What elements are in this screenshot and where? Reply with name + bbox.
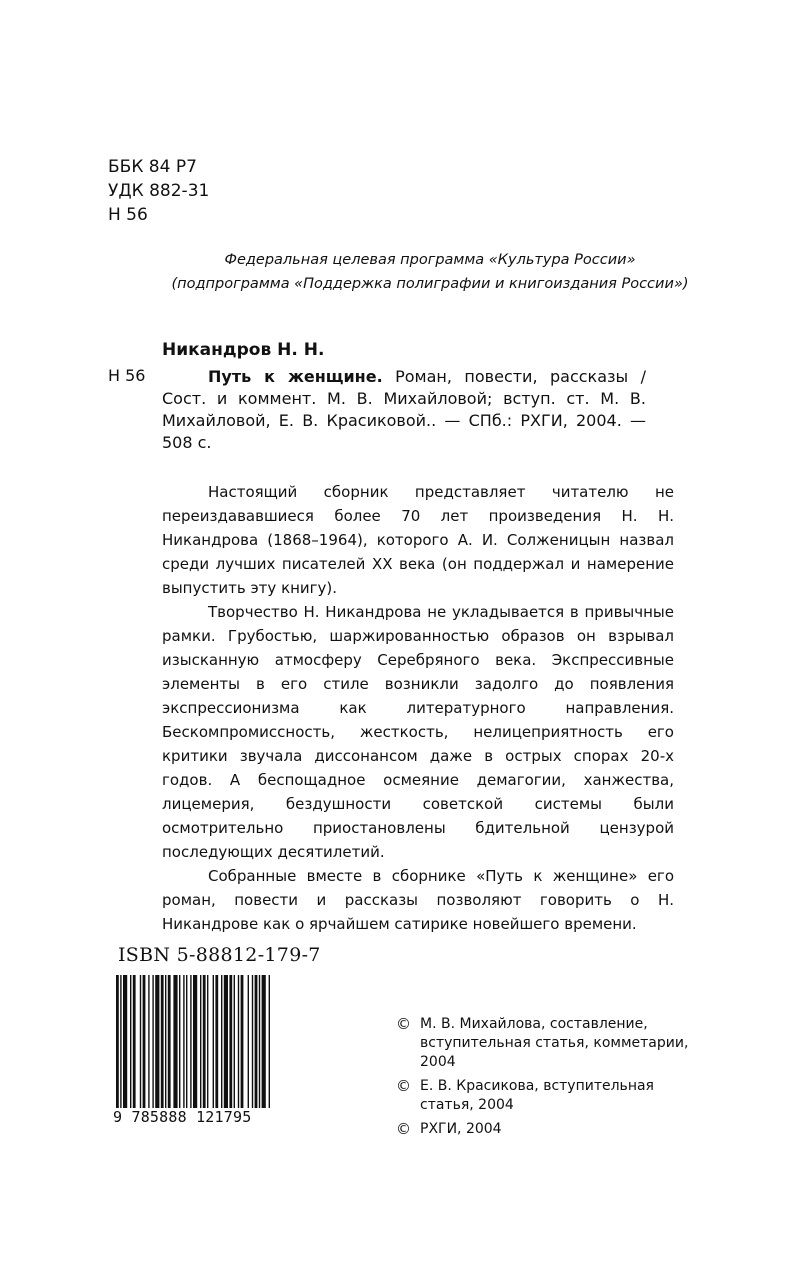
barcode-bar bbox=[133, 975, 136, 1115]
barcode-bar bbox=[252, 975, 253, 1115]
barcode-bar bbox=[190, 975, 191, 1115]
barcode-bar bbox=[173, 975, 177, 1115]
book-title: Путь к женщине. bbox=[208, 367, 383, 386]
copyright-text: М. В. Михайлова, составление, вступительная статья, комметарии, 2004 bbox=[420, 1016, 689, 1070]
barcode-bar bbox=[152, 975, 153, 1115]
copyright-symbol: © bbox=[396, 1120, 411, 1138]
barcode-bar bbox=[262, 975, 266, 1115]
barcode-bar bbox=[165, 975, 166, 1115]
barcode-bar bbox=[213, 975, 214, 1115]
barcode-bar bbox=[123, 975, 127, 1115]
copyright-item bbox=[396, 1077, 696, 1115]
barcode bbox=[113, 975, 316, 1115]
barcode-bar bbox=[259, 975, 260, 1115]
isbn-label: ISBN 5-88812-179-7 bbox=[118, 944, 321, 966]
barcode-bar bbox=[200, 975, 201, 1115]
annotation bbox=[162, 480, 674, 936]
barcode-bar bbox=[224, 975, 228, 1115]
copyright-symbol: © bbox=[396, 1015, 411, 1033]
barcode-image bbox=[113, 975, 316, 1115]
barcode-bar bbox=[140, 975, 141, 1115]
barcode-bar bbox=[193, 975, 197, 1115]
barcode-bar bbox=[207, 975, 208, 1115]
barcode-bar bbox=[215, 975, 218, 1115]
copyright-symbol: © bbox=[396, 1077, 411, 1095]
classification-codes bbox=[108, 155, 209, 227]
barcode-bar bbox=[238, 975, 239, 1115]
barcode-bar bbox=[255, 975, 258, 1115]
copyright-text: РХГИ, 2004 bbox=[420, 1121, 502, 1137]
barcode-bar bbox=[168, 975, 171, 1115]
barcode-bar bbox=[120, 975, 121, 1115]
udk-code: УДК 882-31 bbox=[108, 181, 210, 201]
annotation-paragraph-2: Творчество Н. Никандрова не укладывается в привычные рамки. Грубостью, шаржированностью образов он взрывал изысканную атмосферу Серебряного века. Экспрессивные элементы в его стиле возникли задолго до появления экспрессионизма как литературного направления. Бескомпромиссность, жесткость, нелицеприятность его критики звучала диссонансом даже в острых спорах 20-х годов. А беспощадное осмеяние демагогии, ханжества, лицемерия, бездушности советской системы были осмотрительно приостановлены бдительной цензурой последующих десятилетий. bbox=[162, 603, 674, 861]
barcode-bar bbox=[130, 975, 131, 1115]
copyright-item bbox=[396, 1015, 696, 1072]
barcode-bar bbox=[148, 975, 149, 1115]
program-line-2: (подпрограмма «Поддержка полиграфии и книгоиздания России») bbox=[171, 276, 689, 292]
barcode-bar bbox=[203, 975, 206, 1115]
barcode-bar bbox=[161, 975, 164, 1115]
record-cutter: Н 56 bbox=[108, 366, 146, 385]
barcode-bar bbox=[234, 975, 235, 1115]
barcode-digits: 9 785888 121795 bbox=[113, 1108, 316, 1126]
barcode-bar bbox=[229, 975, 232, 1115]
barcode-bar bbox=[143, 975, 146, 1115]
copyright-list bbox=[396, 1015, 696, 1144]
barcode-bar bbox=[186, 975, 187, 1115]
barcode-bar bbox=[221, 975, 222, 1115]
annotation-paragraph-3: Собранные вместе в сборнике «Путь к женщине» его роман, повести и рассказы позволяют говорить о Н. Никандрове как о ярчайшем сатирике новейшего времени. bbox=[162, 867, 674, 933]
barcode-bar bbox=[248, 975, 249, 1115]
barcode-bar bbox=[179, 975, 180, 1115]
book-details: Роман, повести, рассказы / Сост. и коммент. М. В. Михайловой; вступ. ст. М. В. Михайловой, Е. В. Красиковой.. — СПб.: РХГИ, 2004. — 508 с. bbox=[162, 367, 647, 452]
program-line-1: Федеральная целевая программа «Культура России» bbox=[224, 252, 636, 268]
barcode-bar bbox=[116, 975, 119, 1115]
barcode-bar bbox=[183, 975, 184, 1115]
annotation-paragraph-1: Настоящий сборник представляет читателю не переиздававшиеся более 70 лет произведения Н. Н. Никандрова (1868–1964), которого А. И. Солженицын назвал среди лучших писателей XX века (он поддержал и намерение выпустить эту книгу). bbox=[162, 483, 674, 597]
copyright-item bbox=[396, 1120, 696, 1139]
program-note bbox=[170, 248, 690, 296]
copyright-text: Е. В. Красикова, вступительная статья, 2004 bbox=[420, 1078, 654, 1113]
author-heading: Никандров Н. Н. bbox=[162, 340, 325, 360]
barcode-bar bbox=[241, 975, 244, 1115]
bbk-code: ББК 84 Р7 bbox=[108, 157, 197, 177]
barcode-bar bbox=[155, 975, 159, 1115]
barcode-bar bbox=[269, 975, 270, 1115]
bibliographic-record bbox=[162, 366, 646, 454]
cutter-code: Н 56 bbox=[108, 205, 148, 225]
